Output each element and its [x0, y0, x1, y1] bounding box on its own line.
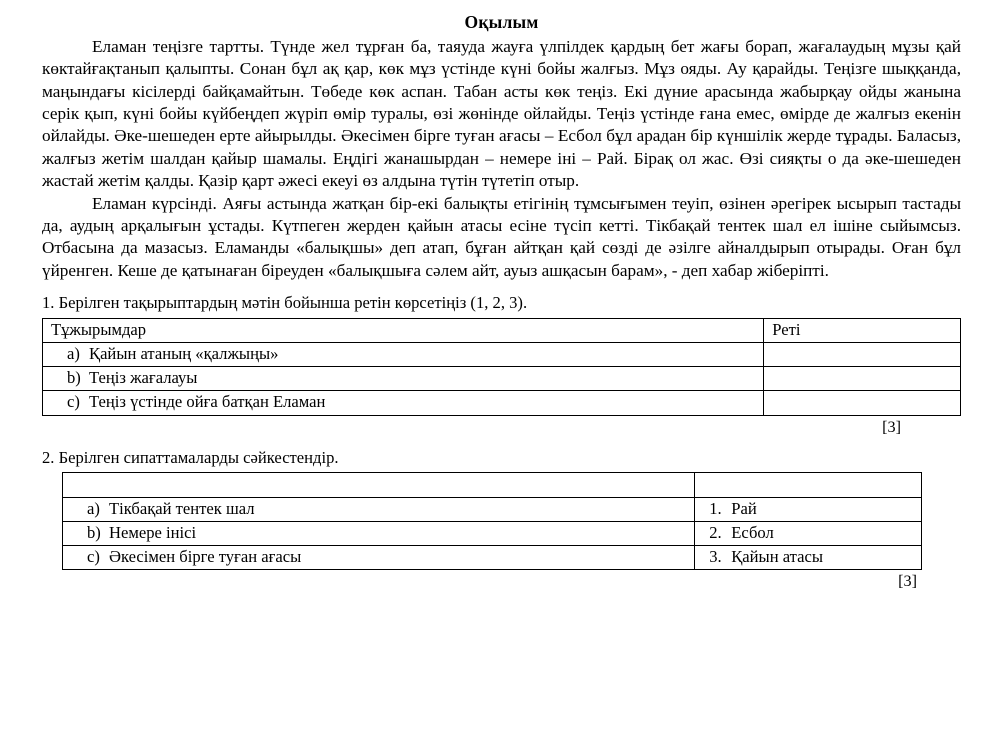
table-row: [43, 367, 961, 391]
task1-row-text: Қайын атаның «қалжыңы»: [89, 343, 279, 363]
task2-spacer-left: [63, 473, 695, 497]
table-row: [43, 342, 961, 366]
task2-right-text: Қайын атасы: [731, 547, 823, 567]
task1-statement-cell: [43, 391, 764, 415]
task2-left-cell[interactable]: [63, 497, 695, 521]
task1-row-label: a): [67, 343, 80, 363]
task2-table: [62, 472, 922, 570]
task1-marks: [3]: [882, 417, 901, 436]
task2-right-num: 2.: [709, 522, 722, 542]
task2-right-cell[interactable]: [695, 521, 922, 545]
task2-left-text: Тікбақай тентек шал: [109, 498, 255, 518]
table-row: [63, 497, 922, 521]
reading-paragraph-2: Еламан күрсінді. Аяғы астында жатқан бір-екі балықты етігінің тұмсығымен теуіп, өзінен әрегірек ысырып тастады да, аудың арқалығын ұстады. Күтпеген жерден қайын атасы есіне түсіп кетті. Тікбақай тентек шал ел ішіне сыйымсыз. Отбасына да мазасыз. Еламанды «балықшы» деп атап, бұған айтқан қай сөзді де әзілге айналдырып отырады. Оған бұл үйренген. Кеше де қатынаған біреуден «балықшыға сәлем айт, ауыз ашқасын барам», - деп хабар жіберіпті.: [42, 193, 961, 280]
task2-right-num: 3.: [709, 547, 722, 567]
task1-order-cell[interactable]: [764, 342, 961, 366]
task1-order-cell[interactable]: [764, 367, 961, 391]
task2-left-label: b): [87, 522, 101, 542]
page-title: Оқылым: [464, 12, 539, 32]
task2-right-text: Есбол: [731, 522, 774, 542]
table-row: [63, 546, 922, 570]
task1-prompt: 1. Берілген тақырыптардың мәтін бойынша ретін көрсетіңіз (1, 2, 3).: [42, 292, 528, 312]
task1-row-label: c): [67, 392, 80, 412]
task2-spacer-right: [695, 473, 922, 497]
table-row: [63, 521, 922, 545]
task1-order-cell[interactable]: [764, 391, 961, 415]
task1-table: [42, 318, 961, 416]
task2-left-cell[interactable]: [63, 546, 695, 570]
task1-row-label: b): [67, 368, 81, 388]
task1-row-text: Теңіз жағалауы: [89, 368, 198, 388]
task2-left-cell[interactable]: [63, 521, 695, 545]
task1-row-text: Теңіз үстінде ойға батқан Еламан: [89, 392, 326, 412]
table-header-order: Реті: [764, 318, 961, 342]
task2-prompt: 2. Берілген сипаттамаларды сәйкестендір.: [42, 447, 339, 467]
task2-table-wrap: [42, 472, 961, 570]
task2-left-label: a): [87, 498, 100, 518]
task1-statement-cell: [43, 342, 764, 366]
task2-left-text: Әкесімен бірге туған ағасы: [109, 547, 302, 567]
table-header-row: [43, 318, 961, 342]
task2-spacer-row: [63, 473, 922, 497]
task2-right-cell[interactable]: [695, 546, 922, 570]
task1-statement-cell: [43, 367, 764, 391]
task2-right-cell[interactable]: [695, 497, 922, 521]
task2-marks: [3]: [898, 572, 917, 591]
task2-right-text: Рай: [731, 498, 757, 518]
table-header-statements: Тұжырымдар: [43, 318, 764, 342]
task2-left-label: c): [87, 547, 100, 567]
table-row: [43, 391, 961, 415]
reading-paragraph-1: Еламан теңізге тартты. Түнде жел тұрған ба, таяуда жауға үлпілдек қардың бет жағы борап, жағалаудың мұзы қай көктайғақтанып қалыпты. Сонан бұл ақ қар, көк мұз үстінде күні бойы жалғыз. Мұз ояды. Ау қарайды. Теңізге шыққанда, маңындағы кісілерді байқамайтын. Төбеде көк аспан. Табан асты көк теңіз. Екі дүние арасында жабырқау ойды жанына серік қып, күні бойы күйбеңдеп жүріп өмір туралы, өзі жөнінде ойлайды. Теңіз үстінде ғана емес, өмірде де жалғыз екенін ойлайды. Әке-шешеден ерте айырылды. Әкесімен бірге туған ағасы – Есбол бұл арадан бір күншілік жерде тұрады. Баласыз, жалғыз жетім шалдан қайыр шамалы. Еңдігі жанашырдан – немере іні – Рай. Бірақ ол жас. Өзі сияқты о да әке-шешеден жастай жетім қалды. Қазір қарт әжесі екеуі өз алдына түтін түтетіп отыр.: [42, 37, 961, 191]
task2-left-text: Немере інісі: [109, 522, 197, 542]
task2-right-num: 1.: [709, 498, 722, 518]
